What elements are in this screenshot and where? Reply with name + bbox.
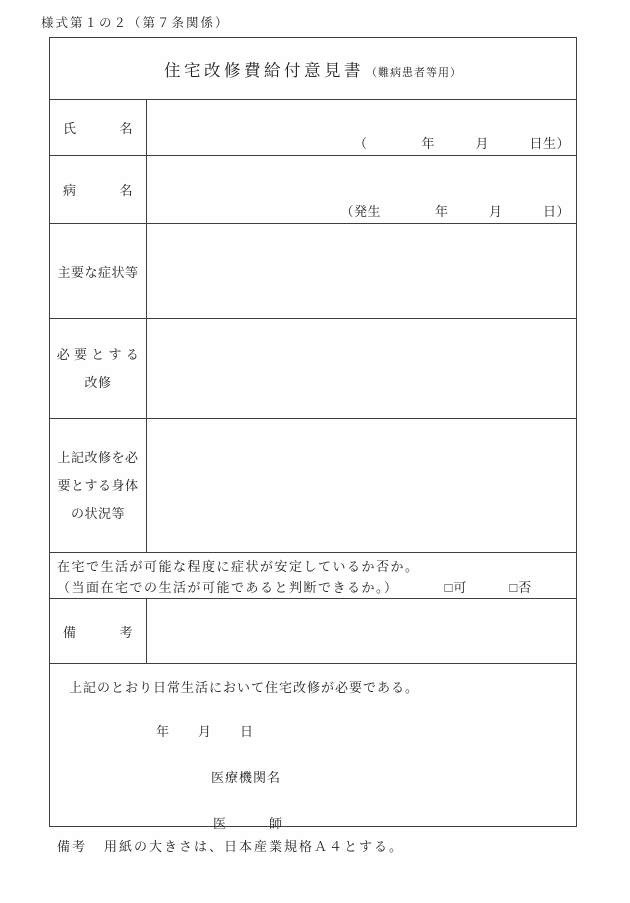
title-row <box>50 38 576 100</box>
disease-label-right: 名 <box>119 183 133 198</box>
checkbox-stable-yes[interactable]: □可 <box>444 580 468 595</box>
name-input-area[interactable] <box>147 100 576 155</box>
symptoms-input-area[interactable] <box>147 224 576 318</box>
name-label-right: 名 <box>119 121 133 136</box>
stability-question-line2: （当面在宅での生活が可能であると判断できるか。） □可 □否 <box>57 577 570 598</box>
doctor-label[interactable]: 医 師 <box>213 816 284 831</box>
opinion-form-table <box>49 37 577 831</box>
certification-row <box>50 664 576 831</box>
page-title <box>164 57 462 81</box>
body-condition-label-line2: 要とする身体 <box>57 478 139 493</box>
symptoms-row <box>50 224 576 319</box>
remarks-label-left: 備 <box>63 624 77 640</box>
paper-size-note-text: 用紙の大きさは、日本産業規格Ａ４とする。 <box>104 839 405 854</box>
form-title-note: （難病患者等用） <box>366 66 462 79</box>
disease-row <box>50 156 576 224</box>
body-condition-label <box>50 419 147 552</box>
body-condition-input-area[interactable] <box>147 419 576 552</box>
birth-date-note: （ 年 月 日生） <box>353 136 570 151</box>
disease-input-area[interactable] <box>147 156 576 223</box>
disease-label <box>50 156 147 223</box>
name-label <box>50 100 147 155</box>
renovation-input-area[interactable] <box>147 319 576 418</box>
remarks-label <box>50 599 147 663</box>
name-label-left: 氏 <box>63 121 77 136</box>
certification-statement: 上記のとおり日常生活において住宅改修が必要である。 <box>69 680 420 695</box>
body-condition-label-line3: の状況等 <box>70 506 125 521</box>
form-number: 様式第１の２（第７条関係） <box>41 16 230 30</box>
renovation-label <box>50 319 147 418</box>
checkbox-stable-no[interactable]: □否 <box>509 580 533 595</box>
renovation-label-line1: 必 要 と す る <box>56 346 140 362</box>
remarks-label-right: 考 <box>119 624 133 640</box>
remarks-row <box>50 599 576 664</box>
paper-size-note-label: 備考 <box>57 839 88 854</box>
form-title: 住宅改修費給付意見書 <box>164 60 364 80</box>
remarks-input-area[interactable] <box>147 599 576 663</box>
onset-date-note: （発生 年 月 日） <box>340 204 570 219</box>
paper-size-note <box>57 836 404 855</box>
renovation-label-line2: 改修 <box>84 374 112 390</box>
disease-label-left: 病 <box>63 183 77 198</box>
body-condition-label-line1: 上記改修を必 <box>57 450 139 465</box>
stability-question-row <box>50 553 576 599</box>
stability-question-line1: 在宅で生活が可能な程度に症状が安定しているか否か。 <box>57 559 420 574</box>
certification-date-line[interactable]: 年 月 日 <box>156 724 255 739</box>
name-row <box>50 100 576 156</box>
medical-institution-label[interactable]: 医療機関名 <box>211 770 282 785</box>
body-condition-row <box>50 419 576 553</box>
renovation-row <box>50 319 576 419</box>
symptoms-label: 主要な症状等 <box>50 224 147 318</box>
